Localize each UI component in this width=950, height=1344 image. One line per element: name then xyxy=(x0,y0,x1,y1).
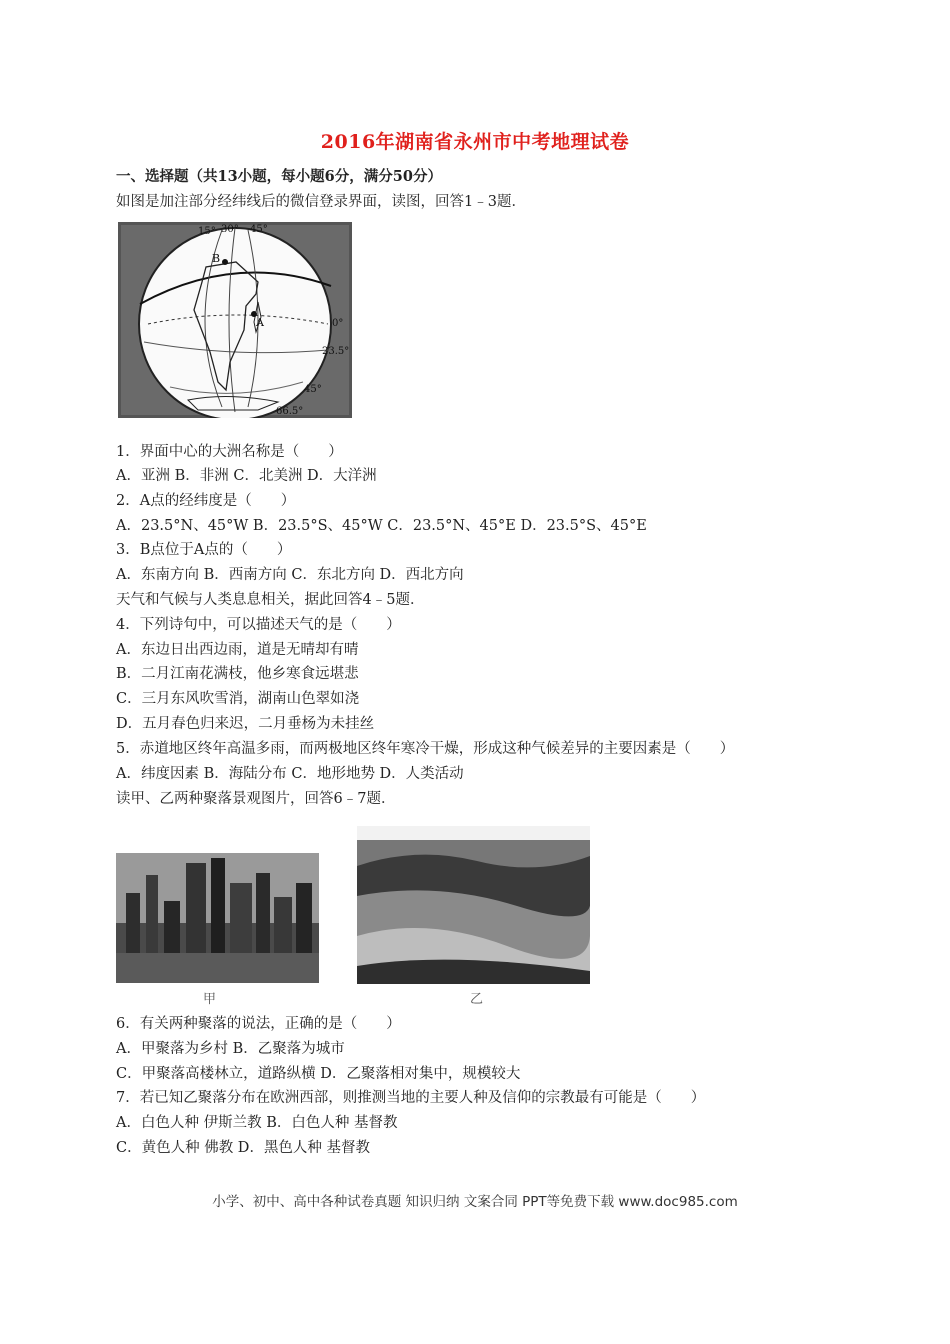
q4-option-b: B．二月江南花满枝，他乡寒食远堪悲 xyxy=(116,666,359,682)
globe-label-lat45: 45° xyxy=(304,384,322,395)
page-footer: 小学、初中、高中各种试卷真题 知识归纳 文案合同 PPT等免费下载 www.doc985.com xyxy=(212,1194,738,1210)
globe-label-a: A xyxy=(256,316,264,329)
intro-q6-7: 读甲、乙两种聚落景观图片，回答6﹣7题． xyxy=(116,791,396,807)
q4-option-a: A．东边日出西边雨，道是无晴却有晴 xyxy=(116,642,359,658)
q4-option-d: D．五月春色归来迟，二月垂杨为未挂丝 xyxy=(116,716,375,732)
globe-label-lon45: 45° xyxy=(250,224,268,235)
question-4: 4．下列诗句中，可以描述天气的是（ ） xyxy=(116,617,401,633)
question-2: 2．A点的经纬度是（ ） xyxy=(116,493,296,509)
city-photo xyxy=(116,853,319,983)
question-6: 6．有关两种聚落的说法，正确的是（ ） xyxy=(116,1016,401,1032)
section-heading: 一、选择题（共13小题，每小题6分，满分50分） xyxy=(116,168,442,185)
question-3: 3．B点位于A点的（ ） xyxy=(116,542,292,558)
globe-label-b: B xyxy=(212,252,221,265)
question-1: 1．界面中心的大洲名称是（ ） xyxy=(116,444,343,460)
rural-photo xyxy=(357,826,590,984)
q3-options: A．东南方向 B．西南方向 C．东北方向 D．西北方向 xyxy=(116,567,464,583)
intro-q4-5: 天气和气候与人类息息相关，据此回答4﹣5题． xyxy=(116,592,425,608)
globe-label-tropic: 23.5° xyxy=(322,346,350,357)
question-7: 7．若已知乙聚落分布在欧洲西部，则推测当地的主要人种及信仰的宗教最有可能是（ ） xyxy=(116,1090,706,1106)
q7-options-cd: C．黄色人种 佛教 D．黑色人种 基督教 xyxy=(116,1140,371,1156)
globe-label-lon30: 30° xyxy=(221,224,239,235)
intro-q1-3: 如图是加注部分经纬线后的微信登录界面，读图，回答1﹣3题． xyxy=(116,194,526,210)
q5-options: A．纬度因素 B．海陆分布 C．地形地势 D．人类活动 xyxy=(116,766,464,782)
globe-figure xyxy=(118,222,352,418)
caption-jia: 甲 xyxy=(203,992,217,1007)
q6-options-ab: A．甲聚落为乡村 B．乙聚落为城市 xyxy=(116,1041,345,1057)
q7-options-ab: A．白色人种 伊斯兰教 B．白色人种 基督教 xyxy=(116,1115,398,1131)
q1-options: A．亚洲 B．非洲 C．北美洲 D．大洋洲 xyxy=(116,468,377,484)
q4-option-c: C．三月东风吹雪消，湖南山色翠如浇 xyxy=(116,691,360,707)
q6-options-cd: C．甲聚落高楼林立，道路纵横 D．乙聚落相对集中，规模较大 xyxy=(116,1066,521,1082)
question-5: 5．赤道地区终年高温多雨，而两极地区终年寒冷干燥，形成这种气候差异的主要因素是（ ） xyxy=(116,741,735,757)
page-title: 2016年湖南省永州市中考地理试卷 xyxy=(320,131,630,153)
globe-label-polar: 66.5° xyxy=(276,406,304,417)
q2-options: A．23.5°N、45°W B．23.5°S、45°W C．23.5°N、45°E D．23.5°S、45°E xyxy=(116,518,647,534)
globe-label-lon15: 15° xyxy=(198,226,216,237)
globe-label-equator: 0° xyxy=(332,318,344,329)
caption-yi: 乙 xyxy=(470,992,484,1007)
